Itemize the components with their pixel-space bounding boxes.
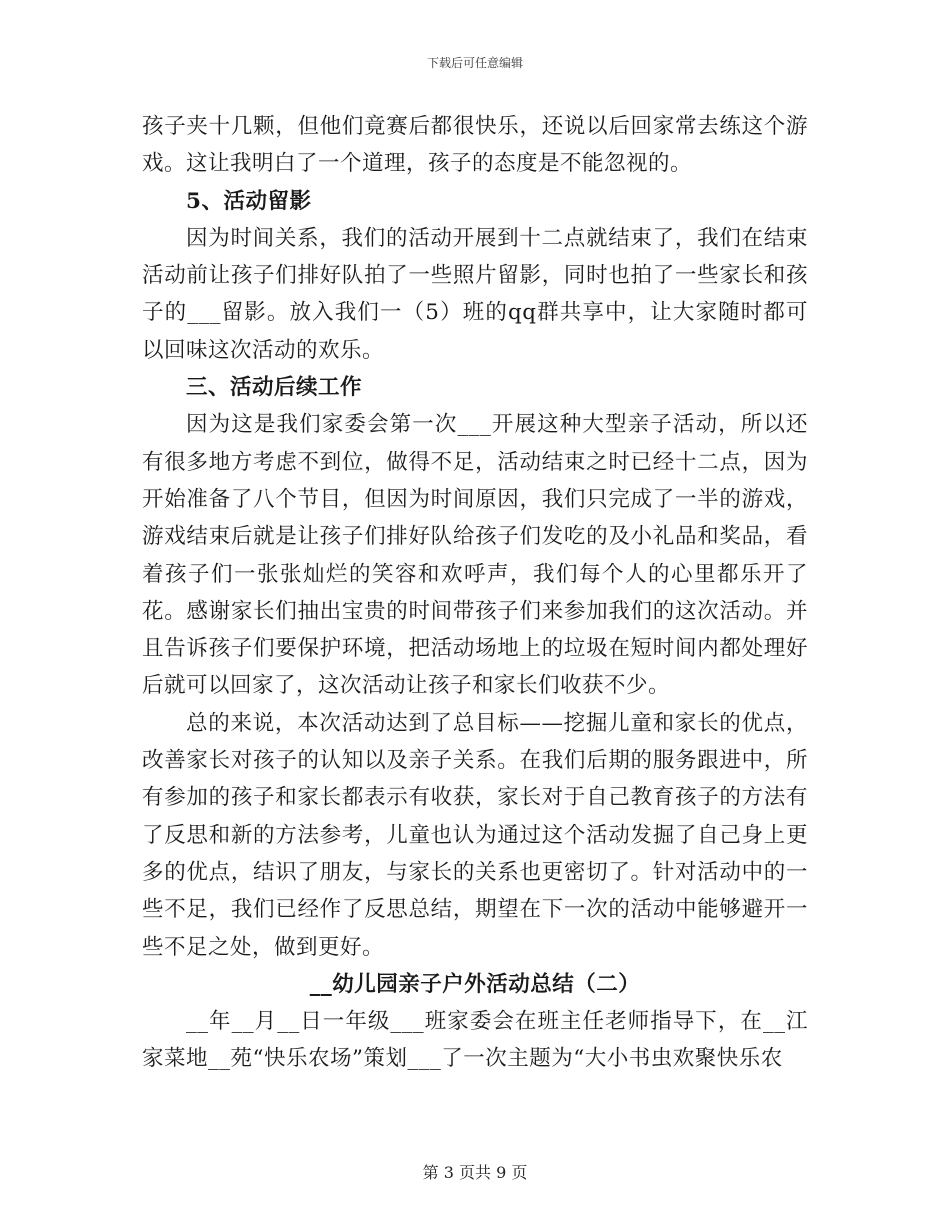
paragraph: 因为这是我们家委会第一次___开展这种大型亲子活动，所以还有很多地方考虑不到位，做得不足，活动结束之时已经十二点，因为开始准备了八个节目，但因为时间原因，我们只完成了一半的游戏，游戏结束后就是让孩子们排好队给孩子们发吃的及小礼品和奖品，看着孩子们一张张灿烂的笑容和欢呼声，我们每个人的心里都乐开了花。感谢家长们抽出宝贵的时间带孩子们来参加我们的这次活动。并且告诉孩子们要保护环境，把活动场地上的垃圾在短时间内都处理好后就可以回家了，这次活动让孩子和家长们收获不少。 [142,412,808,699]
paragraph: 因为时间关系，我们的活动开展到十二点就结束了，我们在结束活动前让孩子们排好队拍了一些照片留影，同时也拍了一些家长和孩子的___留影。放入我们一（5）班的qq群共享中，让大家随时都可以回味这次活动的欢乐。 [142,225,808,363]
page-footer: 第 3 页共 9 页 [422,1163,528,1182]
paragraph: 孩子夹十几颗，但他们竟赛后都很快乐，还说以后回家常去练这个游戏。这让我明白了一个道理，孩子的态度是不能忽视的。 [142,114,808,177]
section-heading: 三、活动后续工作 [186,375,363,401]
section-heading: 5、活动留影 [186,188,312,214]
header-note: 下载后可任意编辑 [426,56,523,70]
paragraph: __年__月__日一年级___班家委会在班主任老师指导下，在__江家菜地__苑“快乐农场”策划___了一次主题为“大小书虫欢聚快乐农 [142,1009,808,1072]
paragraph: 总的来说，本次活动达到了总目标——挖掘儿童和家长的优点，改善家长对孩子的认知以及亲子关系。在我们后期的服务跟进中，所有参加的孩子和家长都表示有收获，家长对于自己教育孩子的方法有了反思和新的方法参考，儿童也认为通过这个活动发掘了自己身上更多的优点，结识了朋友，与家长的关系也更密切了。针对活动中的一些不足，我们已经作了反思总结，期望在下一次的活动中能够避开一些不足之处，做到更好。 [142,710,808,960]
document-title: __幼儿园亲子户外活动总结（二） [309,971,641,997]
document-body [142,108,808,1078]
